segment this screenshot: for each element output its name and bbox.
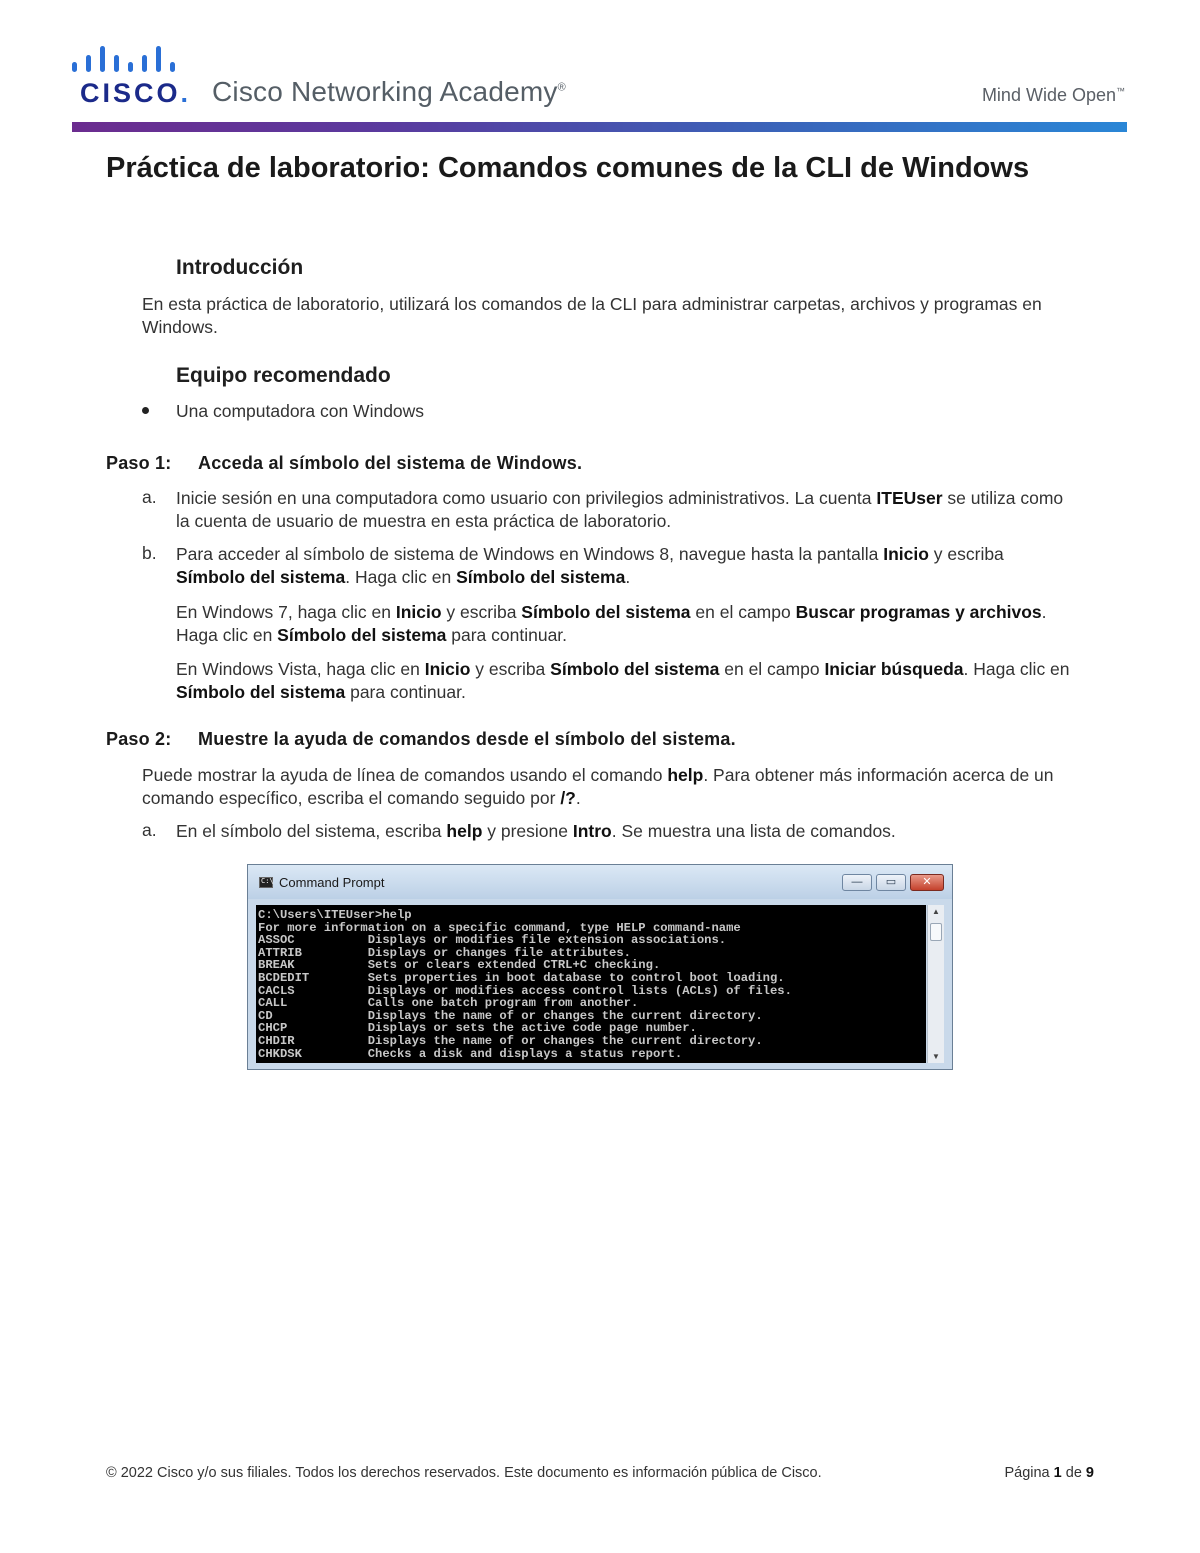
- footer-copyright: © 2022 Cisco y/o sus filiales. Todos los derechos reservados. Este documento es información pública de Cisco.: [106, 1465, 822, 1481]
- step-2-title: Muestre la ayuda de comandos desde el símbolo del sistema.: [198, 729, 736, 749]
- bullet-icon: [142, 407, 149, 414]
- equipment-heading: Equipo recomendado: [176, 364, 391, 387]
- minimize-button[interactable]: —: [842, 874, 872, 891]
- console-line: CALL Calls one batch program from another.: [258, 996, 639, 1011]
- cmd-console-output: [256, 905, 926, 1063]
- step-2-intro-text: Puede mostrar la ayuda de línea de comandos usando el comando help. Para obtener más información acerca de un comando específico, escriba el comando seguido por /?.: [142, 765, 1054, 808]
- cmd-window-title: Command Prompt: [279, 875, 385, 890]
- console-line: ASSOC Displays or modifies file extension associations.: [258, 933, 727, 948]
- console-line: ATTRIB Displays or changes file attributes.: [258, 945, 631, 960]
- intro-text: En esta práctica de laboratorio, utilizará los comandos de la CLI para administrar carpetas, archivos y programas en Windows.: [142, 294, 1042, 337]
- list-marker: a.: [142, 487, 157, 507]
- console-line: C:\Users\ITEUser>help: [258, 908, 412, 922]
- cmd-titlebar: [248, 865, 952, 899]
- cmd-scrollbar[interactable]: [927, 905, 944, 1063]
- step-1-number: Paso 1:: [106, 453, 172, 473]
- console-line: BCDEDIT Sets properties in boot database to control boot loading.: [258, 970, 785, 985]
- page-header: [72, 40, 1127, 112]
- step-1b-vista-text: En Windows Vista, haga clic en Inicio y escriba Símbolo del sistema en el campo Iniciar búsqueda. Haga clic en Símbolo del sistema para continuar.: [176, 659, 1070, 702]
- cisco-logo-text: CISCO.: [80, 78, 192, 108]
- console-line: CHKDSK Checks a disk and displays a status report.: [258, 1046, 683, 1061]
- command-prompt-window: [247, 864, 953, 1070]
- tagline: Mind Wide Open™: [981, 85, 1125, 105]
- academy-name: Cisco Networking Academy®: [212, 76, 566, 107]
- step-1-heading: [106, 453, 582, 474]
- console-line: CD Displays the name of or changes the current directory.: [258, 1008, 763, 1023]
- page-number: Página 1 de 9: [1004, 1465, 1094, 1481]
- console-line: CHDIR Displays the name of or changes the current directory.: [258, 1033, 763, 1048]
- console-line: CACLS Displays or modifies access control lists (ACLs) of files.: [258, 983, 792, 998]
- maximize-button[interactable]: ▭: [876, 874, 906, 891]
- step-1-title: Acceda al símbolo del sistema de Windows.: [198, 453, 583, 473]
- console-line: CHCP Displays or sets the active code page number.: [258, 1021, 697, 1036]
- scroll-up-icon[interactable]: ▲: [932, 907, 940, 916]
- console-line: BREAK Sets or clears extended CTRL+C checking.: [258, 958, 661, 973]
- page-title: Práctica de laboratorio: Comandos comunes de la CLI de Windows: [106, 152, 1030, 184]
- cisco-logo-bars-icon: [72, 46, 180, 72]
- cmd-window-icon: [259, 877, 273, 888]
- step-1b-windows7-text: En Windows 7, haga clic en Inicio y escriba Símbolo del sistema en el campo Buscar programas y archivos. Haga clic en Símbolo del sistema para continuar.: [176, 602, 1047, 645]
- step-2a-text: En el símbolo del sistema, escriba help y presione Intro. Se muestra una lista de comandos.: [176, 821, 896, 841]
- equipment-item: Una computadora con Windows: [176, 401, 425, 421]
- step-1b-text: Para acceder al símbolo de sistema de Windows en Windows 8, navegue hasta la pantalla Inicio y escriba Símbolo del sistema. Haga clic en Símbolo del sistema.: [176, 544, 1004, 587]
- step-2-heading: [106, 729, 736, 750]
- list-marker: b.: [142, 543, 157, 563]
- close-button[interactable]: ✕: [910, 874, 944, 891]
- step-2-number: Paso 2:: [106, 729, 172, 749]
- scroll-thumb[interactable]: [930, 923, 942, 941]
- header-gradient-rule: [72, 122, 1127, 132]
- scroll-down-icon[interactable]: ▼: [932, 1052, 940, 1061]
- step-1a-text: Inicie sesión en una computadora como usuario con privilegios administrativos. La cuenta ITEUser se utiliza como la cuenta de usuario de muestra en esta práctica de laboratorio.: [176, 488, 1064, 531]
- list-marker: a.: [142, 820, 157, 840]
- intro-heading: Introducción: [176, 256, 304, 279]
- console-line: For more information on a specific command, type HELP command-name: [258, 920, 741, 935]
